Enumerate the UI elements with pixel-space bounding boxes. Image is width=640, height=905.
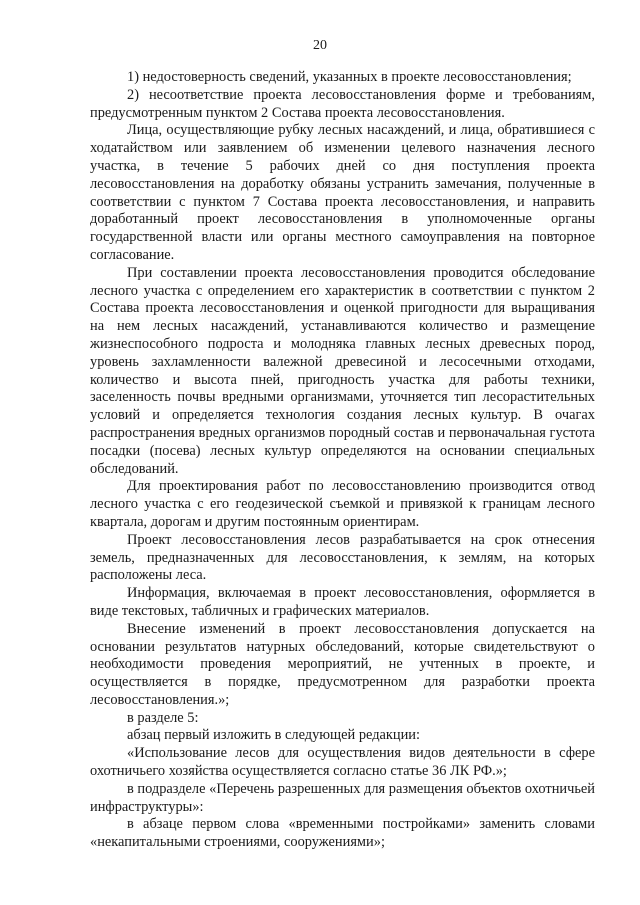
- paragraph: Информация, включаемая в проект лесовосстановления, оформляется в виде текстовых, табличных и графических материалов.: [90, 585, 595, 619]
- body-text: [90, 69, 595, 852]
- paragraph: 1) недостоверность сведений, указанных в проекте лесовосстановления;: [127, 69, 572, 85]
- paragraph: в подразделе «Перечень разрешенных для размещения объектов охотничьей инфраструктуры»:: [90, 780, 595, 815]
- paragraph: Проект лесовосстановления лесов разрабатывается на срок отнесения земель, предназначенных для лесовосстановления, к землям, на которых расположены леса.: [90, 531, 595, 584]
- paragraph: в разделе 5:: [127, 709, 199, 726]
- paragraph: При составлении проекта лесовосстановления проводится обследование лесного участка с определением его характеристик в соответствии с пунктом 2 Состава проекта лесовосстановления и оценкой пригодности для выращивания на нем лесных насаждений, устанавливаются количество и размещение жизнеспособного подроста и молодняка главных лесных древесных пород, уровень захламленности валежной древесиной и лесосечными отходами, количество и высота пней, пригодность участка для работы техники, заселенность почвы вредными организмами, уточняется тип лесорастительных условий и определяется технология создания лесных культур. В очагах распространения вредных организмов породный состав и первоначальная густота посадки (посева) лесных культур определяются на основании специальных обследований.: [90, 264, 595, 477]
- paragraph: Внесение изменений в проект лесовосстановления допускается на основании результатов натурных обследований, которые свидетельствуют о необходимости проведения мероприятий, не учтенных в проекте, и осуществляется в порядке, предусмотренном для разработки проекта лесовосстановления.»;: [90, 620, 595, 708]
- paragraph: Лица, осуществляющие рубку лесных насаждений, и лица, обратившиеся с ходатайством или заявлением об изменении целевого назначения лесного участка, в течение 5 рабочих дней со дня поступления проекта лесовосстановления на доработку обязаны устранить замечания, полученные в соответствии с пунктом 7 Состава проекта лесовосстановления, и направить доработанный проект лесовосстановления в уполномоченные органы государственной власти или органы местного самоуправления на повторное согласование.: [90, 122, 595, 263]
- page-number: 20: [313, 38, 327, 53]
- paragraph: Для проектирования работ по лесовосстановлению производится отвод лесного участка с его геодезической съемкой и привязкой к границам лесного квартала, дорогам и другим постоянным ориентирам.: [90, 478, 595, 530]
- paragraph: 2) несоответствие проекта лесовосстановления форме и требованиям, предусмотренным пунктом 2 Состава проекта лесовосстановления.: [90, 86, 595, 121]
- paragraph: в абзаце первом слова «временными постройками» заменить словами «некапитальными строениями, сооружениями»;: [90, 816, 595, 851]
- paragraph: абзац первый изложить в следующей редакции:: [127, 727, 421, 744]
- paragraph: «Использование лесов для осуществления видов деятельности в сфере охотничьего хозяйства осуществляется согласно статье 36 ЛК РФ.»;: [90, 745, 595, 780]
